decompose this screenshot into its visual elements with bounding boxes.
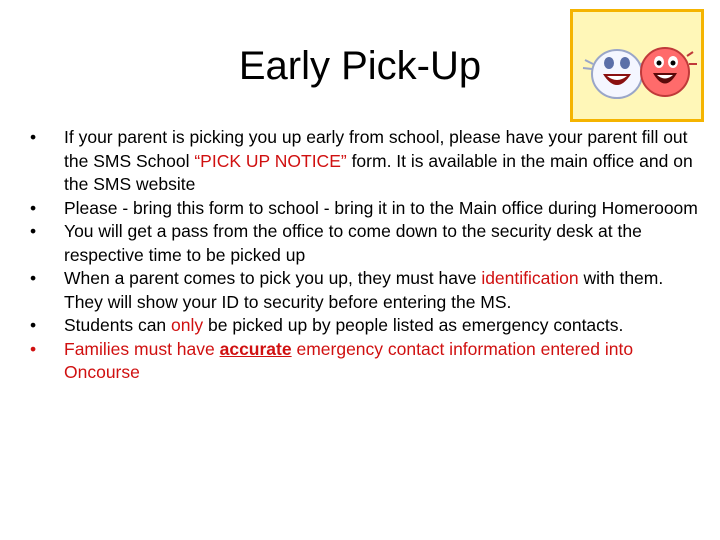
highlight-text: “PICK UP NOTICE” <box>194 150 347 171</box>
bullet-text: If your parent is picking you up early from school, please have your parent fill out the SMS School <box>64 127 688 171</box>
highlight-text: only <box>171 315 204 335</box>
bullet-text: You will get a pass from the office to come down to the security desk at the respective time to be picked up <box>64 221 642 265</box>
bullet-marker: • <box>30 268 37 288</box>
bullet-marker: • <box>30 315 37 335</box>
bullet-text: with them. They will show your ID to security before entering the MS. <box>64 268 664 312</box>
laughing-faces-icon <box>570 9 704 122</box>
bullet-text: emergency contact information entered into Oncourse <box>64 338 634 382</box>
bullet-text: form. It is available in the main office and on the SMS website <box>64 150 693 194</box>
list-item <box>30 220 700 267</box>
bullet-marker: • <box>30 197 37 218</box>
list-item <box>30 338 700 385</box>
bullet-marker: • <box>30 127 37 147</box>
list-item <box>30 314 700 338</box>
emphasis-text: accurate <box>219 338 292 359</box>
bullet-marker: • <box>30 221 37 241</box>
bullet-text: Please - bring this form to school - bring it in to the Main office during Homerooom <box>64 197 698 218</box>
laughing-faces-illustration <box>573 12 701 119</box>
bullet-text: Students can <box>64 315 172 335</box>
list-item <box>30 267 700 314</box>
bullet-list <box>30 126 700 385</box>
slide-title: Early Pick-Up <box>238 44 482 88</box>
highlight-text: identification <box>481 268 579 288</box>
bullet-marker: • <box>30 338 37 359</box>
list-item <box>30 126 700 197</box>
bullet-text: When a parent comes to pick you up, they must have <box>64 268 482 288</box>
bullet-text: be picked up by people listed as emergency contacts. <box>203 315 624 335</box>
list-item <box>30 197 700 221</box>
bullet-text: Families must have <box>64 338 220 359</box>
